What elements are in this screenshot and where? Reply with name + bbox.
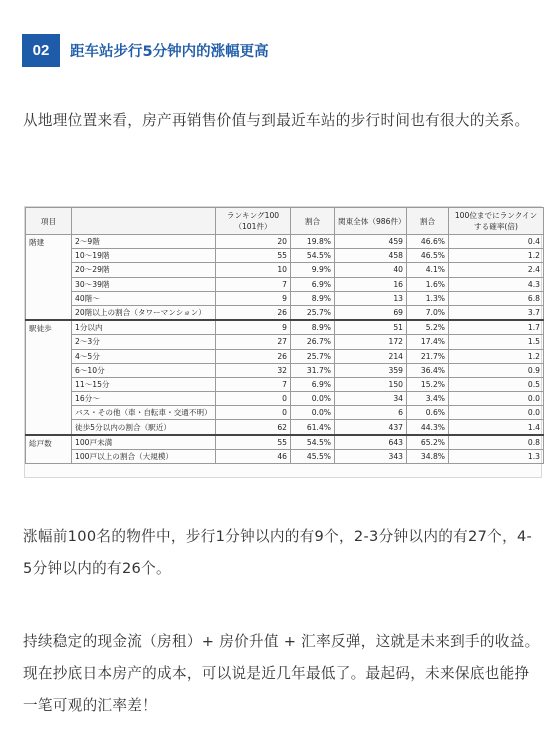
ranking-table (25, 207, 544, 464)
table-row (26, 249, 544, 263)
table-cell-all-share: 1.3% (407, 291, 449, 305)
table-header: 項目 (26, 208, 72, 235)
table-row (26, 263, 544, 277)
table-header: 割合 (291, 208, 335, 235)
table-row (26, 377, 544, 391)
table-cell-rank-count: 0 (216, 406, 291, 420)
table-row (26, 320, 544, 335)
table-cell-all-share: 44.3% (407, 420, 449, 435)
section-title: 距车站步行5分钟内的涨幅更高 (70, 44, 269, 60)
table-cell-rank-count: 10 (216, 263, 291, 277)
section-number-badge: 02 (22, 34, 60, 67)
table-cell-ratio: 1.2 (449, 349, 544, 363)
table-cell-item: 2〜9階 (72, 235, 216, 249)
table-cell-all-share: 4.1% (407, 263, 449, 277)
table-cell-rank-count: 9 (216, 291, 291, 305)
table-cell-rank-count: 55 (216, 249, 291, 263)
table-cell-rank-count: 27 (216, 335, 291, 349)
table-cell-ratio: 0.8 (449, 435, 544, 450)
table-cell-item: 4〜5分 (72, 349, 216, 363)
table-cell-item: 11〜15分 (72, 377, 216, 391)
table-cell-all-share: 3.4% (407, 392, 449, 406)
table-group-label: 階建 (26, 235, 72, 321)
table-cell-all-share: 7.0% (407, 305, 449, 320)
table-cell-ratio: 3.7 (449, 305, 544, 320)
table-cell-ratio: 1.5 (449, 335, 544, 349)
table-cell-item: 30〜39階 (72, 277, 216, 291)
table-cell-all-count: 437 (335, 420, 407, 435)
ranking-table-image (24, 206, 542, 478)
table-cell-item: 100戸以上の割合（大規模） (72, 449, 216, 463)
stats-paragraph: 涨幅前100名的物件中，步行1分钟以内的有9个，2-3分钟以内的有27个，4-5分钟以内的有26个。 (23, 528, 533, 577)
table-header: 割合 (407, 208, 449, 235)
table-total-row (26, 420, 544, 435)
table-cell-rank-share: 6.9% (291, 277, 335, 291)
table-cell-rank-count: 26 (216, 305, 291, 320)
table-cell-all-share: 46.5% (407, 249, 449, 263)
table-cell-all-count: 343 (335, 449, 407, 463)
table-cell-item: 100戸未満 (72, 435, 216, 450)
table-row (26, 235, 544, 249)
table-cell-ratio: 0.0 (449, 392, 544, 406)
table-cell-all-count: 16 (335, 277, 407, 291)
table-row (26, 406, 544, 420)
table-cell-rank-count: 62 (216, 420, 291, 435)
table-cell-rank-count: 26 (216, 349, 291, 363)
table-cell-all-share: 65.2% (407, 435, 449, 450)
table-cell-rank-share: 31.7% (291, 363, 335, 377)
table-cell-all-share: 34.8% (407, 449, 449, 463)
table-row (26, 277, 544, 291)
table-cell-all-count: 459 (335, 235, 407, 249)
table-cell-all-count: 40 (335, 263, 407, 277)
table-cell-rank-count: 55 (216, 435, 291, 450)
table-cell-all-count: 643 (335, 435, 407, 450)
table-row (26, 335, 544, 349)
table-cell-rank-count: 20 (216, 235, 291, 249)
table-body (26, 235, 544, 464)
table-cell-all-count: 13 (335, 291, 407, 305)
table-cell-all-count: 51 (335, 320, 407, 335)
table-cell-ratio: 0.4 (449, 235, 544, 249)
table-header: 関東全体（986件） (335, 208, 407, 235)
table-cell-rank-share: 25.7% (291, 305, 335, 320)
table-cell-item: 2〜3分 (72, 335, 216, 349)
table-cell-rank-share: 54.5% (291, 435, 335, 450)
table-cell-rank-share: 26.7% (291, 335, 335, 349)
table-header: 100位までにランクインする確率(倍) (449, 208, 544, 235)
table-cell-all-share: 21.7% (407, 349, 449, 363)
table-cell-ratio: 6.8 (449, 291, 544, 305)
table-cell-rank-share: 54.5% (291, 249, 335, 263)
table-group-label: 駅徒歩 (26, 320, 72, 435)
table-cell-all-count: 214 (335, 349, 407, 363)
table-cell-ratio: 0.5 (449, 377, 544, 391)
table-cell-item: 徒歩5分以内の割合（駅近） (72, 420, 216, 435)
table-cell-rank-share: 25.7% (291, 349, 335, 363)
table-cell-item: 20階以上の割合（タワーマンション） (72, 305, 216, 320)
table-cell-ratio: 1.4 (449, 420, 544, 435)
table-row (26, 363, 544, 377)
table-cell-rank-share: 6.9% (291, 377, 335, 391)
table-cell-ratio: 1.2 (449, 249, 544, 263)
table-cell-rank-count: 7 (216, 277, 291, 291)
table-cell-rank-share: 0.0% (291, 392, 335, 406)
table-cell-rank-share: 19.8% (291, 235, 335, 249)
table-cell-all-share: 5.2% (407, 320, 449, 335)
table-cell-rank-count: 0 (216, 392, 291, 406)
table-cell-all-count: 359 (335, 363, 407, 377)
table-cell-ratio: 4.3 (449, 277, 544, 291)
table-cell-all-count: 69 (335, 305, 407, 320)
table-cell-all-share: 0.6% (407, 406, 449, 420)
table-cell-ratio: 0.9 (449, 363, 544, 377)
table-cell-all-share: 17.4% (407, 335, 449, 349)
table-cell-all-share: 1.6% (407, 277, 449, 291)
table-cell-item: 40階〜 (72, 291, 216, 305)
conclusion-paragraph: 持续稳定的现金流（房租）+ 房价升值 + 汇率反弹，这就是未来到手的收益。现在抄底日本房产的成本，可以说是近几年最低了。最起码，未来保底也能挣一笔可观的汇率差！ (23, 633, 540, 714)
table-row (26, 291, 544, 305)
table-cell-ratio: 1.7 (449, 320, 544, 335)
table-cell-rank-share: 45.5% (291, 449, 335, 463)
table-cell-all-count: 458 (335, 249, 407, 263)
table-cell-all-share: 15.2% (407, 377, 449, 391)
table-row (26, 435, 544, 450)
table-cell-rank-count: 7 (216, 377, 291, 391)
table-cell-rank-share: 61.4% (291, 420, 335, 435)
table-cell-item: 16分〜 (72, 392, 216, 406)
table-cell-rank-count: 9 (216, 320, 291, 335)
table-total-row (26, 449, 544, 463)
table-cell-all-count: 34 (335, 392, 407, 406)
table-cell-item: 1分以内 (72, 320, 216, 335)
table-cell-item: 20〜29階 (72, 263, 216, 277)
table-cell-rank-share: 8.9% (291, 291, 335, 305)
table-cell-all-share: 46.6% (407, 235, 449, 249)
table-cell-rank-count: 46 (216, 449, 291, 463)
table-cell-rank-count: 32 (216, 363, 291, 377)
table-cell-ratio: 1.3 (449, 449, 544, 463)
table-cell-all-share: 36.4% (407, 363, 449, 377)
table-total-row (26, 305, 544, 320)
table-cell-item: 10〜19階 (72, 249, 216, 263)
table-cell-ratio: 2.4 (449, 263, 544, 277)
table-cell-rank-share: 8.9% (291, 320, 335, 335)
table-cell-all-count: 172 (335, 335, 407, 349)
table-cell-rank-share: 9.9% (291, 263, 335, 277)
table-cell-item: バス・その他（車・自転車・交通不明） (72, 406, 216, 420)
intro-paragraph: 从地理位置来看，房产再销售价值与到最近车站的步行时间也有很大的关系。 (23, 112, 530, 129)
table-cell-rank-share: 0.0% (291, 406, 335, 420)
table-cell-all-count: 150 (335, 377, 407, 391)
table-cell-ratio: 0.0 (449, 406, 544, 420)
table-row (26, 349, 544, 363)
table-row (26, 392, 544, 406)
section-heading (22, 34, 269, 67)
table-cell-all-count: 6 (335, 406, 407, 420)
table-cell-item: 6〜10分 (72, 363, 216, 377)
table-header: ランキング100（101件） (216, 208, 291, 235)
table-group-label: 総戸数 (26, 435, 72, 464)
table-header (72, 208, 216, 235)
